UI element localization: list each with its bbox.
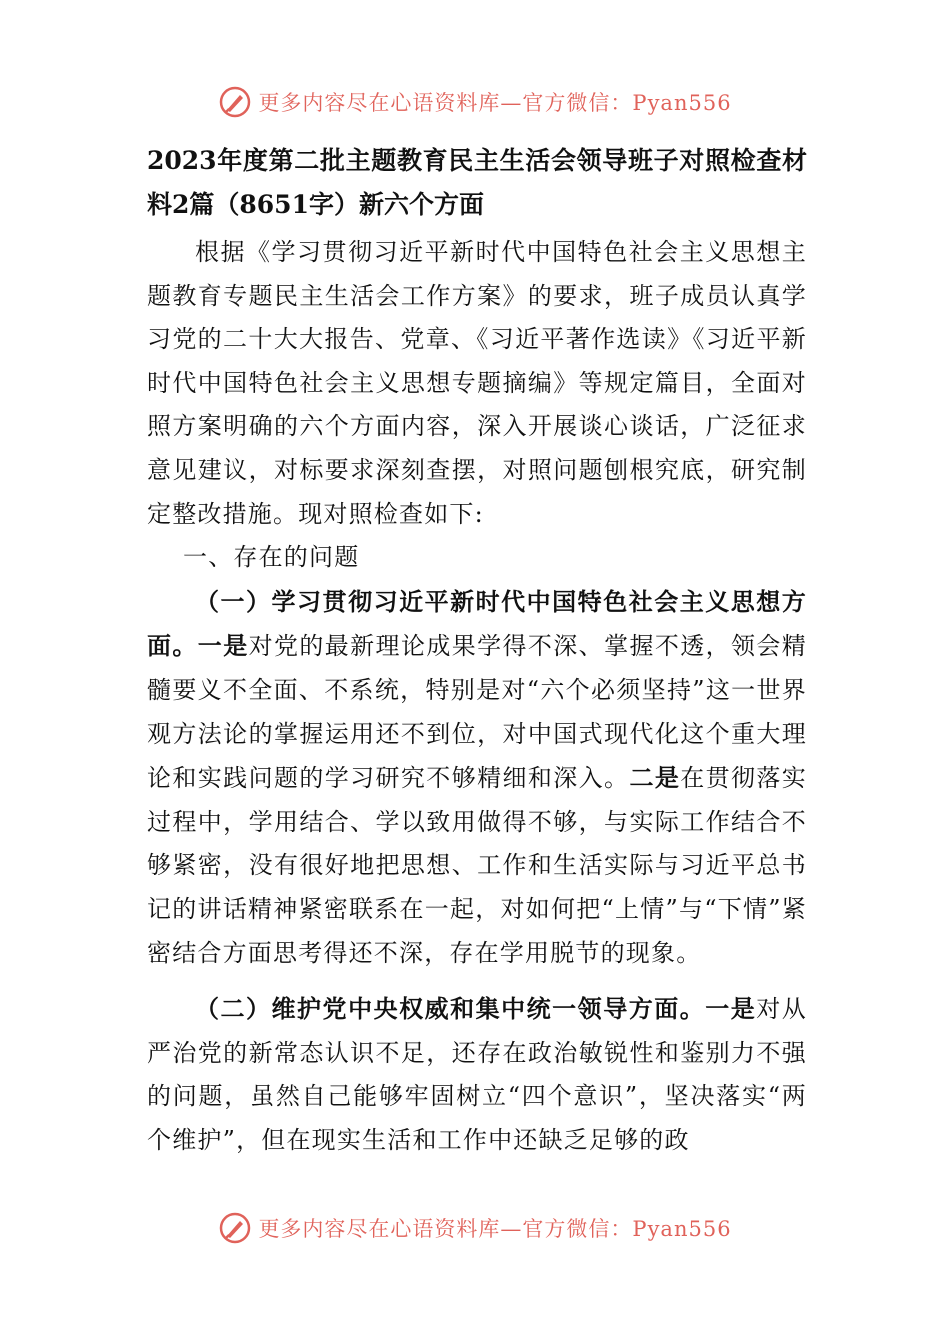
item-1-lead-1: 一是 <box>197 631 249 661</box>
document-body <box>147 139 807 1162</box>
item-1-heading: （一）学习贯彻习近平新时代中国特色社会主义思想方面。 <box>147 586 807 661</box>
watermark-group <box>218 1211 731 1245</box>
watermark-banner-top <box>0 80 950 124</box>
item-2-heading: （二）维护党中央权威和集中统一领导方面。 <box>195 994 706 1024</box>
watermark-banner-bottom <box>0 1206 950 1250</box>
item-1-lead-2: 二是 <box>629 763 681 793</box>
item-1-text-2: 在贯彻落实过程中，学用结合、学以致用做得不够，与实际工作结合不够紧密，没有很好地把思想、工作和生活实际与习近平总书记的讲话精神紧密联系在一起，对如何把“上情”与“下情”紧密结合方面思考得还不深，存在学用脱节的现象。 <box>147 764 807 967</box>
watermark-text: 更多内容尽在心语资料库—官方微信：Pyan556 <box>258 91 732 115</box>
section-heading: 一、存在的问题 <box>183 543 360 572</box>
intro-paragraph: 根据《学习贯彻习近平新时代中国特色社会主义思想主题教育专题民主生活会工作方案》的要求，班子成员认真学习党的二十大大报告、党章、《习近平著作选读》《习近平新时代中国特色社会主义思想专题摘编》等规定篇目，全面对照方案明确的六个方面内容，深入开展谈心谈话，广泛征求意见建议，对标要求深刻查摆，对照问题刨根究底，研究制定整改措施。现对照检查如下: <box>147 238 807 528</box>
item-1-paragraph <box>147 580 807 975</box>
paragraph-spacer <box>147 975 807 987</box>
watermark-text: 更多内容尽在心语资料库—官方微信：Pyan556 <box>258 1217 732 1241</box>
item-1-text-1: 对党的最新理论成果学得不深、掌握不透，领会精髓要义不全面、不系统，特别是对“六个必须坚持”这一世界观方法论的掌握运用还不到位，对中国式现代化这个重大理论和实践问题的学习研究不够精细和深入。 <box>147 632 808 793</box>
item-2-lead-1: 一是 <box>705 994 757 1024</box>
item-2-text-1: 对从严治党的新常态认识不足，还存在政治敏锐性和鉴别力不强的问题，虽然自己能够牢固树立“四个意识”，坚决落实“两个维护”，但在现实生活和工作中还缺乏足够的政 <box>147 995 807 1154</box>
pen-logo-icon <box>218 1211 252 1245</box>
pen-logo-icon <box>218 85 252 119</box>
watermark-group <box>218 85 731 119</box>
item-2-paragraph <box>147 987 807 1162</box>
document-title: 2023年度第二批主题教育民主生活会领导班子对照检查材料2篇（8651字）新六个方面 <box>147 146 807 219</box>
